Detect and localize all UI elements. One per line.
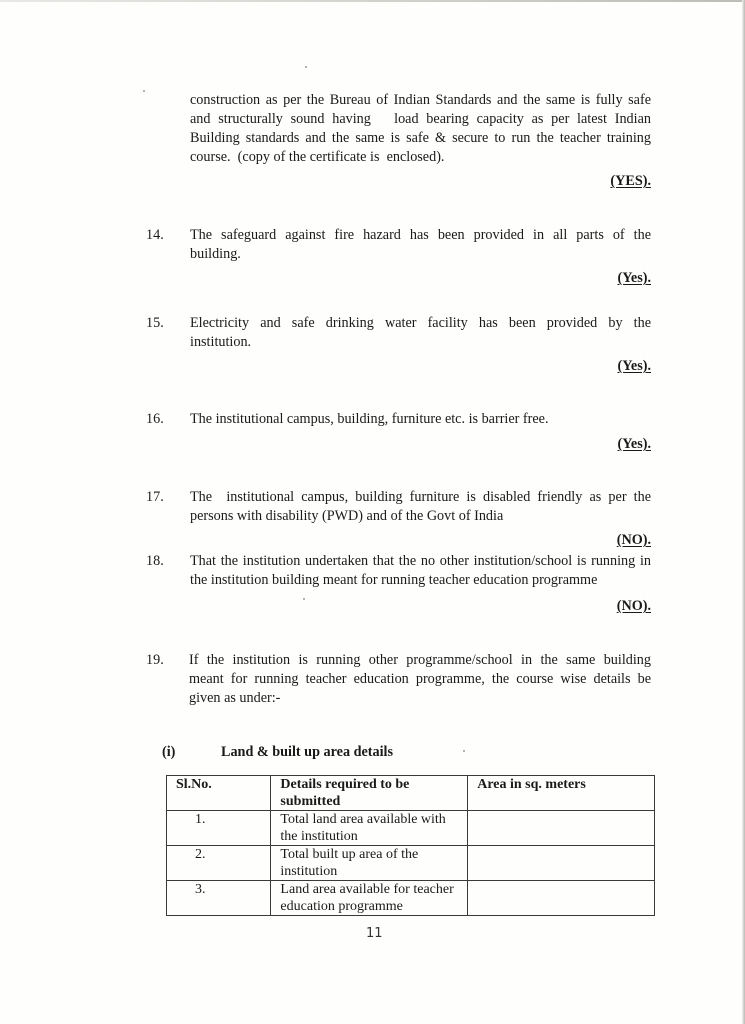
land-area-table (166, 775, 655, 916)
scan-speck (303, 598, 305, 600)
item-13-continuation (190, 91, 651, 167)
item-14-answer: (Yes). (617, 270, 651, 286)
scan-speck (143, 90, 145, 92)
item-15-number: 15. (146, 315, 164, 331)
item-line: course. (copy of the certificate is enclosed). (190, 149, 445, 165)
item-16-answer: (Yes). (617, 436, 651, 452)
item-16-text (190, 410, 651, 429)
scan-speck (305, 66, 307, 68)
cell-details: Total land area available with the institution (271, 811, 468, 846)
item-line: institution. (190, 334, 252, 350)
item-line: and structurally sound having load bearing capacity as per latest Indian (190, 111, 651, 127)
scan-speck (463, 750, 465, 752)
item-18-number: 18. (146, 553, 164, 569)
table-header-row (167, 776, 655, 811)
item-line: given as under:- (189, 690, 281, 706)
item-line: building. (190, 246, 241, 262)
item-line: The institutional campus, building, furniture etc. is barrier free. (190, 411, 549, 427)
item-15-answer: (Yes). (617, 358, 651, 374)
cell-area (468, 846, 655, 881)
header-area: Area in sq. meters (468, 776, 655, 811)
table-row (167, 811, 655, 846)
page-number: 11 (366, 926, 383, 941)
cell-details: Land area available for teacher education programme (271, 881, 468, 916)
item-line: That the institution undertaken that the no other institution/school is running in (190, 553, 651, 569)
item-14-number: 14. (146, 227, 164, 243)
item-19-number: 19. (146, 652, 164, 668)
item-line: If the institution is running other programme/school in the same building (189, 652, 651, 668)
item-19-text (189, 651, 651, 708)
table-row (167, 881, 655, 916)
cell-area (468, 881, 655, 916)
page-top-edge (0, 0, 745, 2)
item-14-text (190, 226, 651, 264)
item-line: Building standards and the same is safe & secure to run the teacher training (190, 130, 651, 146)
header-details: Details required to be submitted (271, 776, 468, 811)
cell-sl-no: 3. (167, 881, 271, 916)
item-line: The safeguard against fire hazard has been provided in all parts of the (190, 227, 651, 243)
cell-sl-no: 2. (167, 846, 271, 881)
item-line: meant for running teacher education programme, the course wise details be (189, 671, 651, 687)
item-line: The institutional campus, building furniture is disabled friendly as per the (190, 489, 651, 505)
item-line: the institution building meant for running teacher education programme (190, 572, 598, 588)
cell-area (468, 811, 655, 846)
item-13-answer: (YES). (610, 173, 651, 189)
item-line: Electricity and safe drinking water facility has been provided by the (190, 315, 651, 331)
item-17-number: 17. (146, 489, 164, 505)
item-line: construction as per the Bureau of Indian Standards and the same is fully safe (190, 92, 651, 108)
item-18-answer: (NO). (616, 598, 651, 614)
item-line: persons with disability (PWD) and of the Govt of India (190, 508, 504, 524)
header-sl-no: Sl.No. (167, 776, 271, 811)
item-17-text (190, 488, 651, 526)
cell-sl-no: 1. (167, 811, 271, 846)
item-17-answer: (NO). (616, 532, 651, 548)
item-15-text (190, 314, 651, 352)
cell-details: Total built up area of the institution (271, 846, 468, 881)
section-title: Land & built up area details (221, 744, 393, 760)
table-row (167, 846, 655, 881)
item-16-number: 16. (146, 411, 164, 427)
section-label: (i) (162, 744, 176, 760)
item-18-text (190, 552, 651, 590)
